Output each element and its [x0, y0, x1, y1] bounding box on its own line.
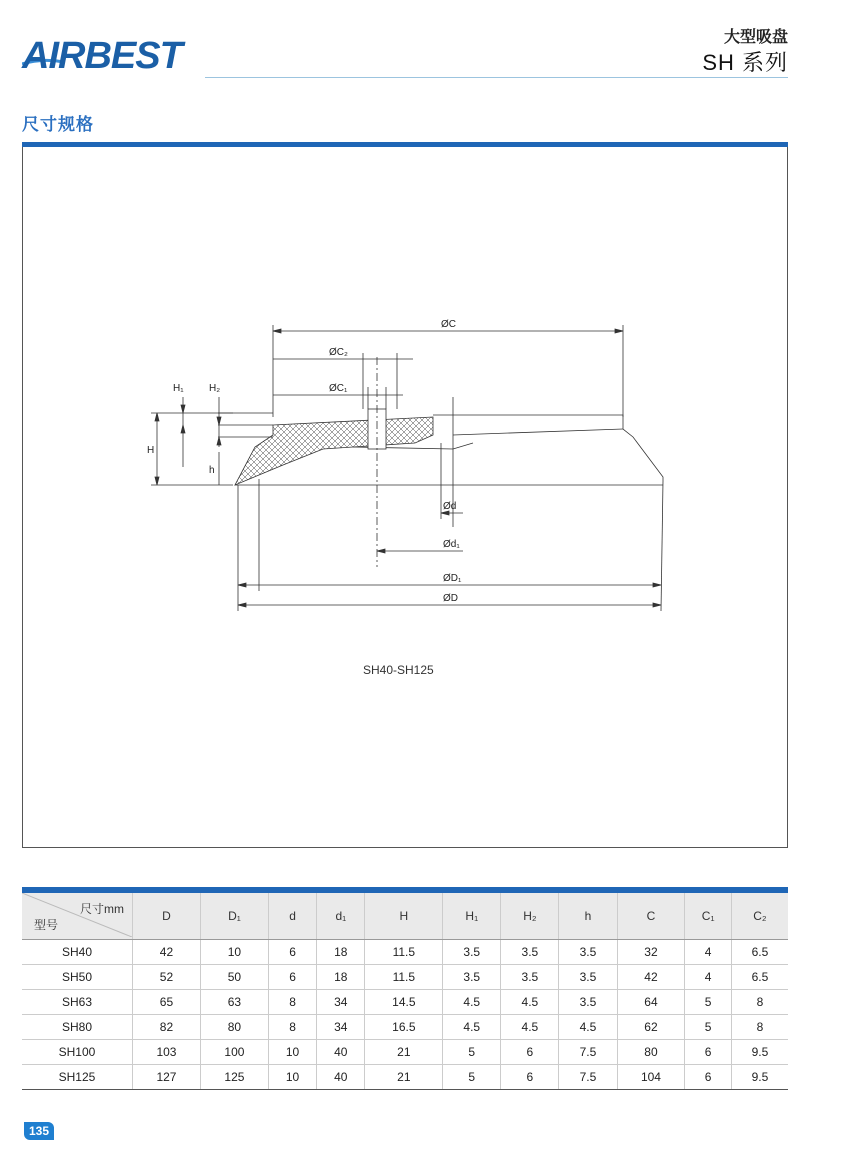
table-row: [22, 1015, 788, 1040]
value-cell: 4.5: [443, 1015, 501, 1040]
corner-bottom-label: 型号: [34, 918, 59, 932]
value-cell: 125: [200, 1065, 268, 1090]
value-cell: 4.5: [501, 990, 559, 1015]
value-cell: 4.5: [501, 1015, 559, 1040]
dim-label-h-total: H: [147, 445, 155, 456]
value-cell: 6: [268, 940, 316, 965]
value-cell: 127: [133, 1065, 201, 1090]
value-cell: 4.5: [559, 1015, 617, 1040]
brand-name: AIRBEST: [22, 35, 182, 77]
value-cell: 42: [617, 965, 685, 990]
table-row: [22, 990, 788, 1015]
product-title: 大型吸盘: [723, 29, 788, 46]
value-cell: 3.5: [559, 940, 617, 965]
value-cell: 7.5: [559, 1065, 617, 1090]
value-cell: 6: [685, 1065, 731, 1090]
series-title: SH 系列: [702, 50, 788, 75]
table-row: [22, 965, 788, 990]
value-cell: 8: [731, 1015, 788, 1040]
corner-top-label: 尺寸mm: [80, 902, 124, 916]
model-cell: SH125: [22, 1065, 133, 1090]
dim-label-h2: H₂: [209, 383, 221, 394]
value-cell: 34: [317, 990, 365, 1015]
col-header: C: [617, 893, 685, 940]
value-cell: 3.5: [501, 965, 559, 990]
value-cell: 40: [317, 1065, 365, 1090]
value-cell: 5: [685, 1015, 731, 1040]
col-header: h: [559, 893, 617, 940]
model-cell: SH40: [22, 940, 133, 965]
col-header: C₂: [731, 893, 788, 940]
value-cell: 7.5: [559, 1040, 617, 1065]
value-cell: 6: [501, 1065, 559, 1090]
value-cell: 14.5: [365, 990, 443, 1015]
spec-table: [22, 893, 788, 1090]
hatched-section: [235, 417, 433, 485]
drawing-caption: SH40-SH125: [363, 663, 434, 677]
value-cell: 64: [617, 990, 685, 1015]
value-cell: 8: [731, 990, 788, 1015]
value-cell: 34: [317, 1015, 365, 1040]
value-cell: 103: [133, 1040, 201, 1065]
value-cell: 52: [133, 965, 201, 990]
value-cell: 6.5: [731, 940, 788, 965]
value-cell: 9.5: [731, 1040, 788, 1065]
value-cell: 104: [617, 1065, 685, 1090]
value-cell: 10: [268, 1065, 316, 1090]
corner-header: [22, 893, 133, 940]
value-cell: 3.5: [443, 940, 501, 965]
col-header: H₂: [501, 893, 559, 940]
value-cell: 18: [317, 940, 365, 965]
value-cell: 4: [685, 965, 731, 990]
value-cell: 8: [268, 1015, 316, 1040]
value-cell: 80: [200, 1015, 268, 1040]
col-header: D: [133, 893, 201, 940]
model-cell: SH100: [22, 1040, 133, 1065]
value-cell: 3.5: [443, 965, 501, 990]
value-cell: 5: [685, 990, 731, 1015]
table-header-row: [22, 893, 788, 940]
value-cell: 11.5: [365, 965, 443, 990]
table-row: [22, 940, 788, 965]
dim-label-c2: ØC₂: [329, 347, 348, 358]
value-cell: 3.5: [559, 965, 617, 990]
value-cell: 40: [317, 1040, 365, 1065]
dim-label-d-outer: ØD: [443, 593, 458, 604]
value-cell: 21: [365, 1040, 443, 1065]
value-cell: 6: [501, 1040, 559, 1065]
value-cell: 5: [443, 1040, 501, 1065]
value-cell: 16.5: [365, 1015, 443, 1040]
value-cell: 18: [317, 965, 365, 990]
dim-label-c1: ØC₁: [329, 383, 348, 394]
value-cell: 65: [133, 990, 201, 1015]
value-cell: 8: [268, 990, 316, 1015]
dim-label-c: ØC: [441, 319, 456, 330]
page-number: 135: [24, 1122, 54, 1140]
dim-label-d1-outer: ØD₁: [443, 573, 462, 584]
header-divider: [205, 77, 788, 78]
dim-label-d: Ød: [443, 501, 457, 512]
value-cell: 82: [133, 1015, 201, 1040]
value-cell: 62: [617, 1015, 685, 1040]
value-cell: 21: [365, 1065, 443, 1090]
value-cell: 4: [685, 940, 731, 965]
value-cell: 6: [268, 965, 316, 990]
value-cell: 100: [200, 1040, 268, 1065]
value-cell: 50: [200, 965, 268, 990]
value-cell: 4.5: [443, 990, 501, 1015]
value-cell: 10: [200, 940, 268, 965]
section-title: 尺寸规格: [22, 115, 94, 134]
value-cell: 6.5: [731, 965, 788, 990]
value-cell: 11.5: [365, 940, 443, 965]
col-header: D₁: [200, 893, 268, 940]
col-header: H: [365, 893, 443, 940]
col-header: C₁: [685, 893, 731, 940]
dim-label-h-small: h: [209, 465, 215, 476]
value-cell: 9.5: [731, 1065, 788, 1090]
table-row: [22, 1040, 788, 1065]
technical-drawing: [23, 147, 787, 847]
col-header: H₁: [443, 893, 501, 940]
model-cell: SH50: [22, 965, 133, 990]
dim-label-h1: H₁: [173, 383, 184, 394]
value-cell: 80: [617, 1040, 685, 1065]
technical-drawing-frame: [22, 147, 788, 848]
airbest-logo: [22, 36, 207, 76]
value-cell: 63: [200, 990, 268, 1015]
value-cell: 6: [685, 1040, 731, 1065]
cup-outline-right: [433, 415, 663, 481]
value-cell: 3.5: [559, 990, 617, 1015]
value-cell: 32: [617, 940, 685, 965]
dim-label-d1: Ød₁: [443, 539, 460, 550]
table-row: [22, 1065, 788, 1090]
col-header: d₁: [317, 893, 365, 940]
value-cell: 3.5: [501, 940, 559, 965]
value-cell: 5: [443, 1065, 501, 1090]
model-cell: SH80: [22, 1015, 133, 1040]
model-cell: SH63: [22, 990, 133, 1015]
value-cell: 10: [268, 1040, 316, 1065]
col-header: d: [268, 893, 316, 940]
value-cell: 42: [133, 940, 201, 965]
